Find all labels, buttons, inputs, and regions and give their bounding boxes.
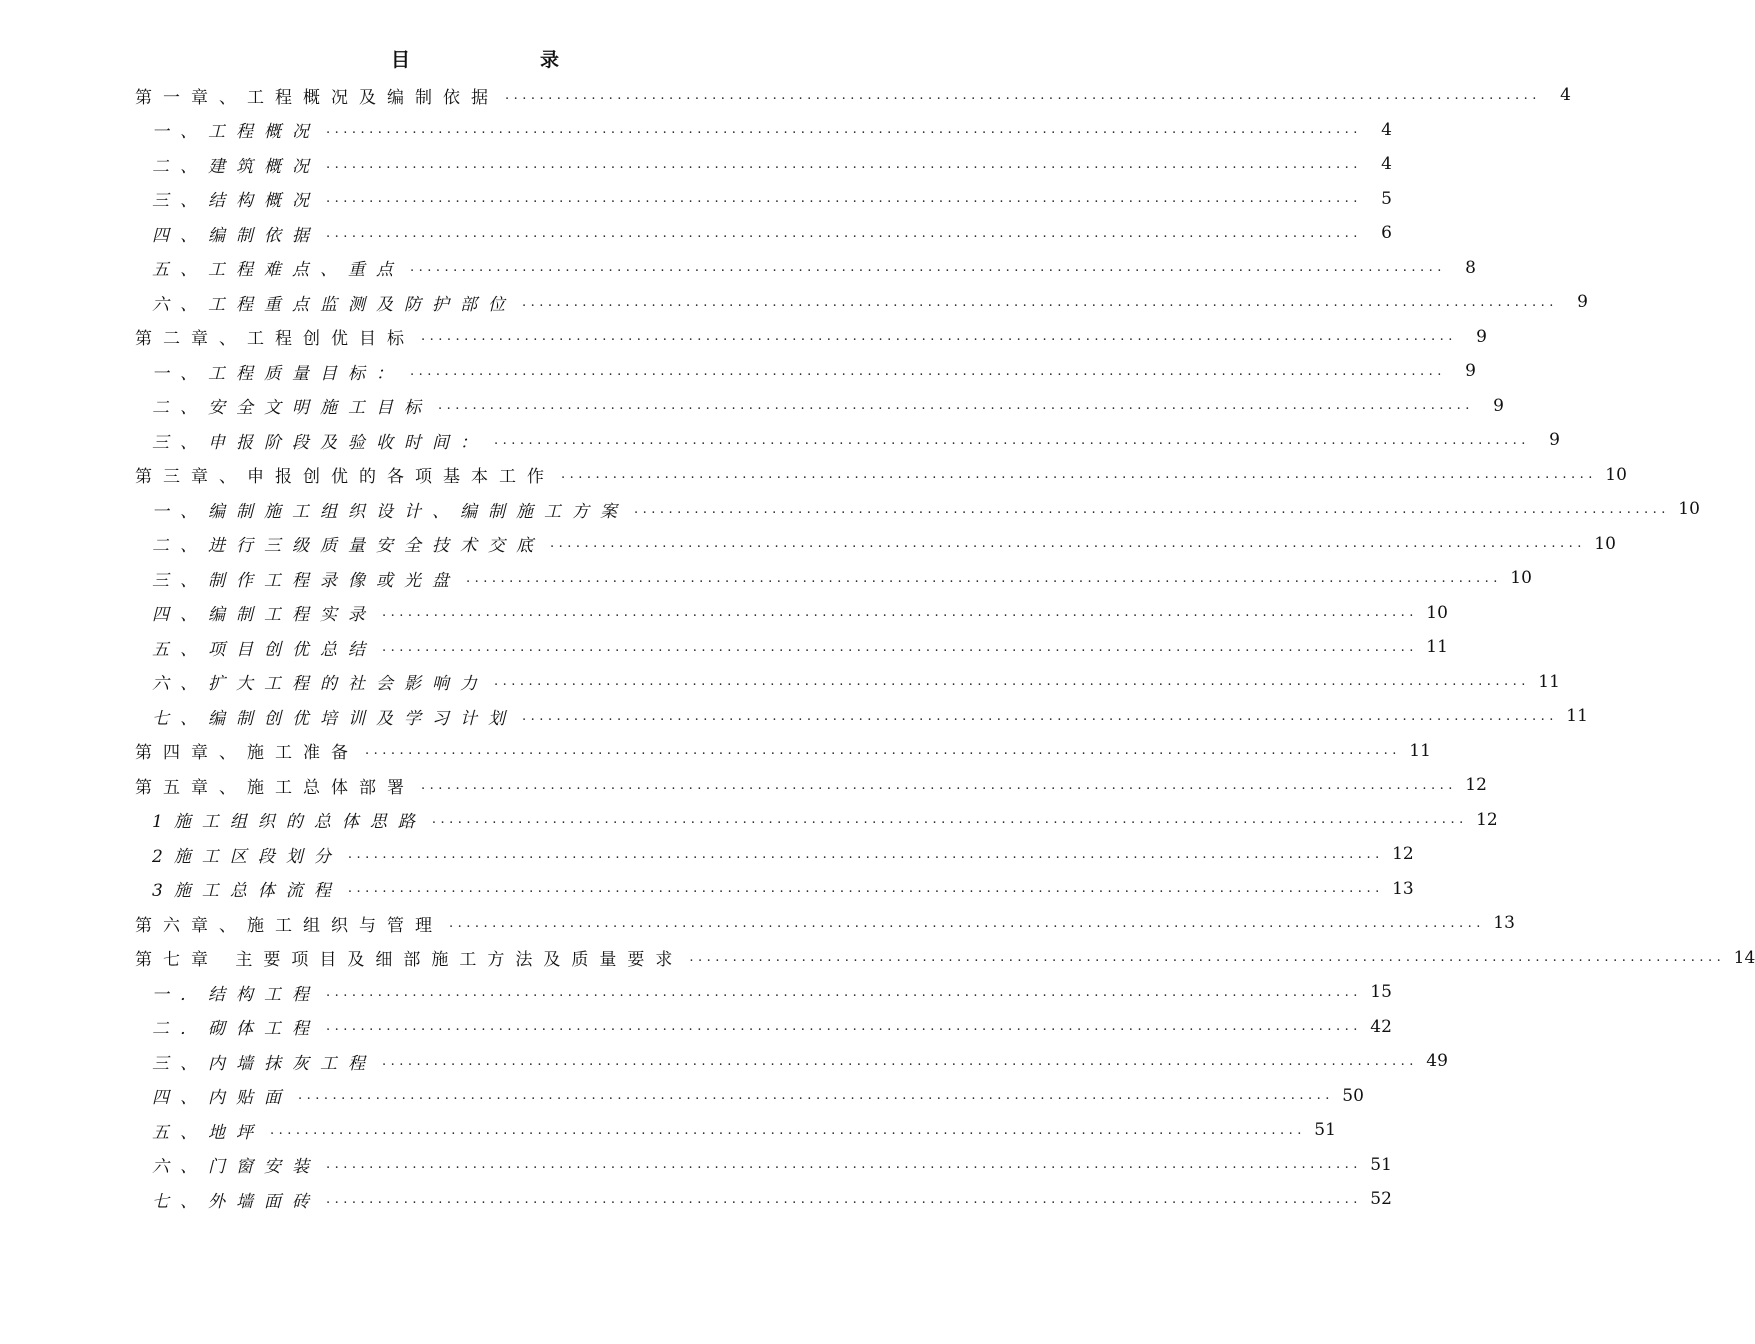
toc-leader-dots: ........................................................................................................................ [431, 812, 1468, 827]
toc-page-number: 12 [1476, 809, 1498, 830]
toc-entry-label: 二、安全文明施工目标 [152, 398, 432, 418]
toc-page-number: 12 [1465, 775, 1487, 795]
toc-section-entry[interactable] [152, 1079, 1364, 1113]
toc-entry-label: 2施工区段划分 [152, 846, 342, 867]
toc-leader-dots: ........................................................................................................................ [466, 570, 1502, 586]
toc-section-entry[interactable] [152, 1010, 1392, 1044]
toc-entry-label: 四、编制依据 [152, 225, 320, 246]
toc-chapter-entry[interactable] [135, 906, 1515, 940]
toc-page-number: 10 [1426, 602, 1448, 623]
toc-section-entry[interactable] [152, 182, 1392, 216]
toc-leader-dots: ........................................................................................................................ [326, 1157, 1362, 1172]
toc-entry-label: 第七章 主要项目及细部施工方法及质量要求 [135, 950, 684, 970]
toc-entry-label: 六、扩大工程的社会影响力 [152, 674, 488, 694]
toc-entry-label: 第一章、工程概况及编制依据 [135, 87, 499, 108]
toc-entry-label: 二、建筑概况 [152, 156, 320, 177]
toc-page-number: 5 [1381, 188, 1392, 209]
toc-entry-label: 1施工组织的总体思路 [152, 812, 426, 832]
toc-leader-dots: ........................................................................................................................ [494, 674, 1530, 689]
toc-entry-label: 一、工程概况 [152, 122, 320, 142]
toc-section-entry[interactable] [152, 113, 1392, 147]
toc-page-number: 10 [1605, 464, 1627, 485]
toc-entry-label: 第五章、施工总体部署 [135, 777, 415, 798]
toc-section-entry[interactable] [152, 1182, 1392, 1216]
toc-leader-dots: ........................................................................................................................ [438, 398, 1474, 413]
toc-leader-dots: ........................................................................................................................ [421, 329, 1457, 344]
toc-section-entry[interactable] [152, 837, 1414, 871]
toc-section-entry[interactable] [152, 699, 1588, 733]
toc-leader-dots: ........................................................................................................................ [449, 915, 1485, 931]
toc-chapter-entry[interactable] [135, 78, 1571, 112]
toc-entry-label: 三、制作工程录像或光盘 [152, 570, 460, 591]
toc-page-number: 11 [1409, 740, 1431, 761]
toc-leader-dots: ........................................................................................................................ [494, 432, 1530, 448]
toc-title: 目录 [390, 49, 689, 71]
toc-leader-dots: ........................................................................................................................ [326, 122, 1362, 137]
toc-page-number: 6 [1381, 223, 1392, 243]
toc-page-number: 9 [1577, 292, 1588, 312]
toc-page-number: 9 [1549, 430, 1560, 450]
toc-entry-label: 五、工程难点、重点 [152, 260, 404, 280]
toc-section-entry[interactable] [152, 285, 1588, 319]
toc-page-number: 14 [1733, 947, 1755, 968]
toc-leader-dots: ........................................................................................................................ [410, 260, 1446, 275]
toc-section-entry[interactable] [152, 803, 1498, 837]
toc-entry-label: 一、编制施工组织设计、编制施工方案 [152, 501, 628, 522]
toc-entry-label: 五、地坪 [152, 1122, 264, 1143]
toc-chapter-entry[interactable] [135, 941, 1755, 975]
toc-page-number: 51 [1370, 1154, 1392, 1175]
toc-leader-dots: ........................................................................................................................ [326, 1019, 1362, 1034]
toc-page-number: 9 [1493, 395, 1504, 416]
toc-leader-dots: ........................................................................................................................ [347, 846, 1384, 862]
toc-leader-dots: ........................................................................................................................ [326, 225, 1362, 241]
toc-page-number: 9 [1476, 326, 1487, 347]
toc-leader-dots: ........................................................................................................................ [505, 87, 1541, 103]
toc-section-entry[interactable] [152, 1148, 1392, 1182]
toc-leader-dots: ........................................................................................................................ [522, 294, 1558, 310]
toc-section-entry[interactable] [152, 561, 1532, 595]
toc-section-entry[interactable] [152, 665, 1560, 699]
toc-leader-dots: ........................................................................................................................ [561, 467, 1597, 482]
toc-leader-dots: ........................................................................................................................ [365, 743, 1401, 758]
toc-chapter-entry[interactable] [135, 768, 1487, 802]
toc-page-number: 9 [1465, 361, 1476, 381]
toc-leader-dots: ........................................................................................................................ [689, 950, 1726, 965]
toc-section-entry[interactable] [152, 527, 1616, 561]
toc-entry-label: 一、工程质量目标： [152, 363, 404, 384]
toc-leader-dots: ........................................................................................................................ [550, 536, 1586, 551]
toc-leader-dots: ........................................................................................................................ [634, 501, 1670, 517]
toc-leader-dots: ........................................................................................................................ [382, 605, 1418, 620]
toc-entry-label: 六、门窗安装 [152, 1157, 320, 1177]
toc-section-entry[interactable] [152, 975, 1392, 1009]
toc-entry-label: 三、结构概况 [152, 191, 320, 211]
toc-leader-dots: ........................................................................................................................ [382, 639, 1418, 655]
toc-entry-label: 四、编制工程实录 [152, 605, 376, 625]
toc-leader-dots: ........................................................................................................................ [326, 191, 1362, 206]
toc-page-number: 11 [1566, 706, 1588, 726]
toc-entry-label: 第三章、申报创优的各项基本工作 [135, 467, 555, 487]
toc-page-number: 51 [1314, 1120, 1336, 1140]
toc-section-entry[interactable] [152, 1113, 1336, 1147]
toc-page-number: 13 [1392, 878, 1414, 899]
toc-section-entry[interactable] [152, 216, 1392, 250]
toc-page-number: 42 [1370, 1016, 1392, 1037]
toc-leader-dots: ........................................................................................................................ [326, 1191, 1362, 1207]
toc-page-number: 10 [1594, 533, 1616, 554]
toc-section-entry[interactable] [152, 630, 1448, 664]
toc-leader-dots: ........................................................................................................................ [522, 708, 1558, 724]
toc-chapter-entry[interactable] [135, 320, 1487, 354]
toc-leader-dots: ........................................................................................................................ [421, 777, 1457, 793]
toc-entry-label: 第六章、施工组织与管理 [135, 915, 443, 936]
toc-leader-dots: ........................................................................................................................ [270, 1122, 1306, 1138]
toc-page-number: 11 [1426, 637, 1448, 657]
toc-page-number: 4 [1381, 119, 1392, 140]
toc-section-entry[interactable] [152, 596, 1448, 630]
toc-section-entry[interactable] [152, 147, 1392, 181]
toc-page-number: 50 [1342, 1085, 1364, 1106]
toc-entry-label: 三、内墙抹灰工程 [152, 1053, 376, 1074]
toc-page-number: 52 [1370, 1189, 1392, 1209]
toc-entry-label: 七、编制创优培训及学习计划 [152, 708, 516, 729]
toc-entry-label: 五、项目创优总结 [152, 639, 376, 660]
toc-page-number: 13 [1493, 913, 1515, 933]
toc-entry-label: 七、外墙面砖 [152, 1191, 320, 1212]
toc-page-number: 4 [1560, 85, 1571, 105]
toc-entry-label: 一．结构工程 [152, 984, 320, 1005]
toc-entry-label: 二、进行三级质量安全技术交底 [152, 536, 544, 556]
toc-page-number: 15 [1370, 982, 1392, 1002]
toc-chapter-entry[interactable] [135, 734, 1431, 768]
toc-entry-label: 第四章、施工准备 [135, 743, 359, 763]
toc-section-entry[interactable] [152, 354, 1476, 388]
toc-page-number: 10 [1678, 499, 1700, 519]
toc-page-number: 49 [1426, 1051, 1448, 1071]
toc-page-number: 8 [1465, 257, 1476, 278]
toc-page-number: 10 [1510, 568, 1532, 588]
toc-page-number: 11 [1538, 671, 1560, 692]
toc-section-entry[interactable] [152, 492, 1700, 526]
toc-page-number: 12 [1392, 844, 1414, 864]
toc-leader-dots: ........................................................................................................................ [382, 1053, 1418, 1069]
toc-entry-label: 六、工程重点监测及防护部位 [152, 294, 516, 315]
toc-leader-dots: ........................................................................................................................ [410, 363, 1446, 379]
toc-leader-dots: ........................................................................................................................ [298, 1088, 1334, 1103]
toc-entry-label: 第二章、工程创优目标 [135, 329, 415, 349]
toc-section-entry[interactable] [152, 423, 1560, 457]
toc-chapter-entry[interactable] [135, 458, 1627, 492]
toc-section-entry[interactable] [152, 872, 1414, 906]
toc-entry-label: 四、内贴面 [152, 1088, 292, 1108]
toc-section-entry[interactable] [152, 251, 1476, 285]
toc-leader-dots: ........................................................................................................................ [326, 984, 1362, 1000]
toc-leader-dots: ........................................................................................................................ [326, 156, 1362, 172]
toc-entry-label: 二．砌体工程 [152, 1019, 320, 1039]
toc-entry-label: 3施工总体流程 [152, 881, 342, 901]
toc-section-entry[interactable] [152, 1044, 1448, 1078]
toc-leader-dots: ........................................................................................................................ [347, 881, 1384, 896]
toc-section-entry[interactable] [152, 389, 1504, 423]
toc-page-number: 4 [1381, 154, 1392, 174]
toc-entry-label: 三、申报阶段及验收时间： [152, 432, 488, 453]
